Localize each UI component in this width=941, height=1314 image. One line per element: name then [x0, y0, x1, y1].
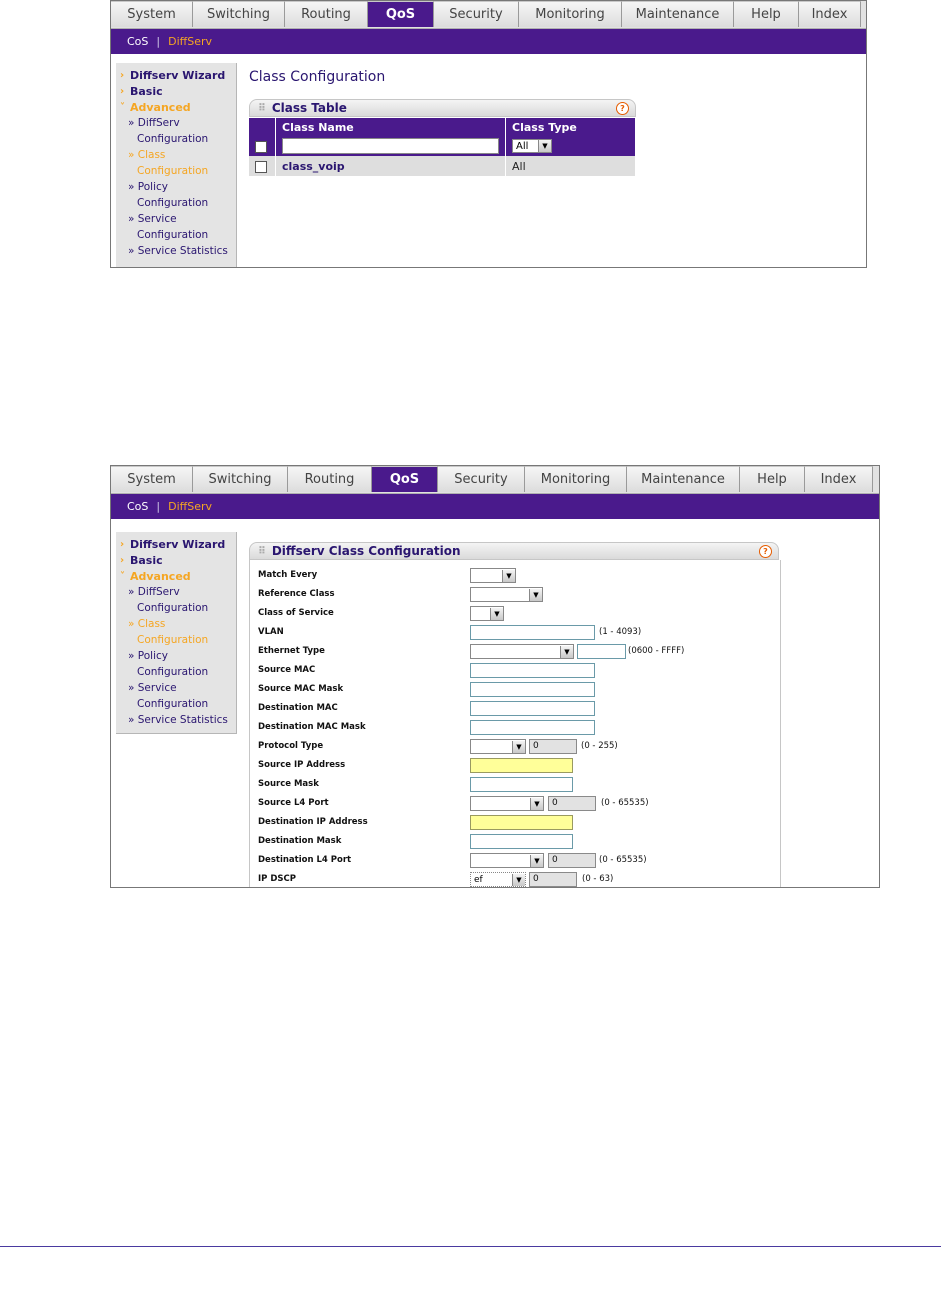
- drag-grip-icon: ⠿: [258, 102, 266, 114]
- panel-title: Class Table: [271, 101, 347, 115]
- form-row-ip-dscp: [250, 872, 780, 887]
- class-table-screenshot: [110, 0, 867, 268]
- class-table: [249, 118, 636, 176]
- form-row-match-every: [250, 568, 780, 583]
- double-chevron-icon: »: [128, 245, 138, 257]
- field-label: Match Every: [258, 570, 318, 580]
- sidebar-item-advanced[interactable]: [116, 99, 236, 115]
- class-name-cell: [276, 156, 506, 176]
- sidebar-subitem-class-configuration[interactable]: » Class Configuration: [128, 618, 209, 646]
- double-chevron-icon: »: [128, 650, 138, 662]
- sidebar-item-label: Advanced: [130, 569, 191, 583]
- form-row-protocol-type: [250, 739, 780, 754]
- destination-ip-address-input[interactable]: [470, 815, 573, 830]
- field-label: VLAN: [258, 627, 284, 637]
- destination-mac-input[interactable]: [470, 701, 595, 716]
- dropdown-arrow-icon: ▼: [490, 608, 503, 620]
- source-l4-port-select[interactable]: [470, 796, 544, 811]
- dropdown-arrow-icon: ▼: [530, 855, 543, 867]
- select-column-header: [249, 118, 276, 136]
- field-label: IP DSCP: [258, 874, 296, 884]
- field-label: Destination MAC Mask: [258, 722, 366, 732]
- field-label: Source MAC: [258, 665, 316, 675]
- table-row-new: [249, 136, 636, 156]
- class-config-panel-header: [249, 542, 779, 560]
- sidebar-item-label: Diffserv Wizard: [130, 68, 226, 82]
- panel-title: Diffserv Class Configuration: [271, 544, 461, 558]
- dropdown-arrow-icon: ▼: [512, 741, 525, 753]
- form-row-vlan: [250, 625, 780, 640]
- dropdown-arrow-icon: ▼: [512, 874, 525, 886]
- reference-class-select[interactable]: [470, 587, 543, 602]
- destination-mask-input[interactable]: [470, 834, 573, 849]
- subnav-separator: |: [156, 35, 161, 48]
- select-cell: [249, 136, 276, 156]
- ethernet-type-value-input[interactable]: [577, 644, 626, 659]
- field-label: Source MAC Mask: [258, 684, 344, 694]
- ethernet-type-range-hint: (0600 - FFFF): [628, 646, 685, 656]
- field-label: Source IP Address: [258, 760, 346, 770]
- protocol-type-select[interactable]: [470, 739, 526, 754]
- subnav-cos-link[interactable]: CoS: [127, 35, 149, 48]
- ip-dscp-number-input[interactable]: 0: [529, 872, 577, 887]
- field-label: Protocol Type: [258, 741, 324, 751]
- source-mac-mask-input[interactable]: [470, 682, 595, 697]
- class-config-form: [249, 560, 781, 888]
- tab-system[interactable]: System: [111, 466, 193, 492]
- column-header-class-type: Class Type: [506, 118, 636, 136]
- form-row-source-mac: [250, 663, 780, 678]
- sidebar-subitem-policy-configuration[interactable]: » Policy Configuration: [128, 650, 209, 678]
- class-type-cell: [506, 136, 636, 156]
- tab-qos[interactable]: QoS: [368, 1, 434, 27]
- tab-switching[interactable]: Switching: [193, 1, 285, 27]
- double-chevron-icon: »: [128, 181, 138, 193]
- double-chevron-icon: »: [128, 149, 138, 161]
- field-label: Reference Class: [258, 589, 335, 599]
- sidebar-item-diffserv-wizard[interactable]: [116, 67, 236, 83]
- protocol-type-number-input[interactable]: 0: [529, 739, 577, 754]
- sidebar-item-basic[interactable]: [116, 552, 236, 568]
- help-icon[interactable]: ?: [616, 102, 629, 115]
- column-header-class-name: Class Name: [276, 118, 506, 136]
- help-icon[interactable]: ?: [759, 545, 772, 558]
- field-label: Destination Mask: [258, 836, 342, 846]
- main-nav-tabs: [111, 1, 866, 29]
- dropdown-arrow-icon: ▼: [560, 646, 573, 658]
- chevron-right-icon: ›: [120, 538, 125, 550]
- footer-divider: [0, 1246, 941, 1247]
- form-row-destination-mac-mask: [250, 720, 780, 735]
- sidebar-subitem-service-configuration[interactable]: » Service Configuration: [128, 213, 209, 241]
- form-row-source-mask: [250, 777, 780, 792]
- match-every-select[interactable]: [470, 568, 516, 583]
- destination-l4-port-select[interactable]: [470, 853, 544, 868]
- source-l4-port-number-input[interactable]: 0: [548, 796, 596, 811]
- sub-navigation: [111, 29, 866, 54]
- select-cell: [249, 156, 276, 176]
- sidebar-subitem-policy-configuration[interactable]: » Policy Configuration: [128, 181, 209, 209]
- ip-dscp-range-hint: (0 - 63): [582, 874, 614, 884]
- form-row-reference-class: [250, 587, 780, 602]
- tab-routing[interactable]: Routing: [288, 466, 372, 492]
- field-label: Destination IP Address: [258, 817, 368, 827]
- destination-l4-port-range-hint: (0 - 65535): [599, 855, 647, 865]
- field-label: Destination L4 Port: [258, 855, 352, 865]
- tab-maintenance[interactable]: Maintenance: [627, 466, 740, 492]
- sidebar-subitem-service-statistics[interactable]: » Service Statistics: [128, 245, 228, 257]
- tab-system[interactable]: System: [111, 1, 193, 27]
- sidebar-item-advanced[interactable]: [116, 568, 236, 584]
- sidebar: [116, 63, 237, 268]
- field-label: Source L4 Port: [258, 798, 329, 808]
- form-row-ethernet-type: [250, 644, 780, 659]
- double-chevron-icon: »: [128, 618, 138, 630]
- double-chevron-icon: »: [128, 213, 138, 225]
- destination-l4-port-number-input[interactable]: 0: [548, 853, 596, 868]
- row-checkbox[interactable]: [255, 161, 267, 173]
- form-row-source-ip-address: [250, 758, 780, 773]
- sidebar-item-label: Diffserv Wizard: [130, 537, 226, 551]
- chevron-down-icon: ˅: [120, 570, 125, 582]
- double-chevron-icon: »: [128, 586, 138, 598]
- tab-help[interactable]: Help: [734, 1, 799, 27]
- form-row-destination-mask: [250, 834, 780, 849]
- tab-switching[interactable]: Switching: [193, 466, 288, 492]
- class-name-link[interactable]: class_voip: [282, 159, 345, 173]
- row-checkbox[interactable]: [255, 141, 267, 153]
- subnav-diffserv-link[interactable]: DiffServ: [168, 500, 213, 513]
- sidebar-item-label: Advanced: [130, 100, 191, 114]
- field-label: Destination MAC: [258, 703, 338, 713]
- table-row: [249, 156, 636, 176]
- tab-routing[interactable]: Routing: [285, 1, 368, 27]
- chevron-right-icon: ›: [120, 85, 125, 97]
- class-table-panel-header: [249, 99, 636, 117]
- drag-grip-icon: ⠿: [258, 545, 266, 557]
- field-label: Class of Service: [258, 608, 334, 618]
- table-header-row: [249, 118, 636, 136]
- field-label: Source Mask: [258, 779, 319, 789]
- page-title: Class Configuration: [249, 69, 386, 85]
- main-nav-tabs: [111, 466, 879, 494]
- destination-mac-mask-input[interactable]: [470, 720, 595, 735]
- chevron-right-icon: ›: [120, 69, 125, 81]
- tab-index[interactable]: Index: [805, 466, 873, 492]
- sidebar-item-label: Basic: [130, 553, 163, 567]
- tab-security[interactable]: Security: [434, 1, 519, 27]
- sub-navigation: [111, 494, 879, 519]
- double-chevron-icon: »: [128, 682, 138, 694]
- class-name-input[interactable]: class_ef: [282, 138, 499, 154]
- sidebar-subitem-class-configuration[interactable]: » Class Configuration: [128, 149, 209, 177]
- vlan-input[interactable]: [470, 625, 595, 640]
- vlan-range-hint: (1 - 4093): [599, 627, 642, 637]
- diffserv-class-config-screenshot: [110, 465, 880, 888]
- sidebar-subitem-service-configuration[interactable]: » Service Configuration: [128, 682, 209, 710]
- tab-monitoring[interactable]: Monitoring: [525, 466, 627, 492]
- chevron-down-icon: ˅: [120, 101, 125, 113]
- subnav-cos-link[interactable]: CoS: [127, 500, 149, 513]
- double-chevron-icon: »: [128, 714, 138, 726]
- sidebar: [116, 532, 237, 734]
- sidebar-item-diffserv-wizard[interactable]: [116, 536, 236, 552]
- protocol-type-range-hint: (0 - 255): [581, 741, 618, 751]
- tab-index[interactable]: Index: [799, 1, 861, 27]
- dropdown-arrow-icon: ▼: [529, 589, 542, 601]
- class-of-service-select[interactable]: [470, 606, 504, 621]
- tab-maintenance[interactable]: Maintenance: [622, 1, 734, 27]
- source-l4-port-range-hint: (0 - 65535): [601, 798, 649, 808]
- form-row-destination-ip-address: [250, 815, 780, 830]
- dropdown-arrow-icon: ▼: [538, 140, 551, 152]
- tab-security[interactable]: Security: [438, 466, 525, 492]
- sidebar-subitem-diffserv-configuration[interactable]: » DiffServ Configuration: [128, 586, 209, 614]
- dropdown-arrow-icon: ▼: [502, 570, 515, 582]
- field-label: Ethernet Type: [258, 646, 325, 656]
- dropdown-arrow-icon: ▼: [530, 798, 543, 810]
- form-row-destination-l4-port: [250, 853, 780, 868]
- form-row-class-of-service: [250, 606, 780, 621]
- subnav-diffserv-link[interactable]: DiffServ: [168, 35, 213, 48]
- sidebar-subitem-diffserv-configuration[interactable]: » DiffServ Configuration: [128, 117, 209, 145]
- ethernet-type-select[interactable]: [470, 644, 574, 659]
- tab-qos[interactable]: QoS: [372, 466, 438, 492]
- sidebar-item-basic[interactable]: [116, 83, 236, 99]
- sidebar-subitem-service-statistics[interactable]: » Service Statistics: [128, 714, 228, 726]
- class-name-cell: [276, 136, 506, 156]
- source-ip-address-input[interactable]: [470, 758, 573, 773]
- source-mask-input[interactable]: [470, 777, 573, 792]
- class-type-cell: All: [506, 156, 636, 176]
- sidebar-item-label: Basic: [130, 84, 163, 98]
- form-row-source-mac-mask: [250, 682, 780, 697]
- form-row-source-l4-port: [250, 796, 780, 811]
- subnav-separator: |: [156, 500, 161, 513]
- tab-help[interactable]: Help: [740, 466, 805, 492]
- chevron-right-icon: ›: [120, 554, 125, 566]
- class-type-select[interactable]: All ▼: [512, 139, 552, 153]
- form-row-destination-mac: [250, 701, 780, 716]
- double-chevron-icon: »: [128, 117, 138, 129]
- ip-dscp-select[interactable]: ef ▼: [470, 872, 526, 887]
- source-mac-input[interactable]: [470, 663, 595, 678]
- tab-monitoring[interactable]: Monitoring: [519, 1, 622, 27]
